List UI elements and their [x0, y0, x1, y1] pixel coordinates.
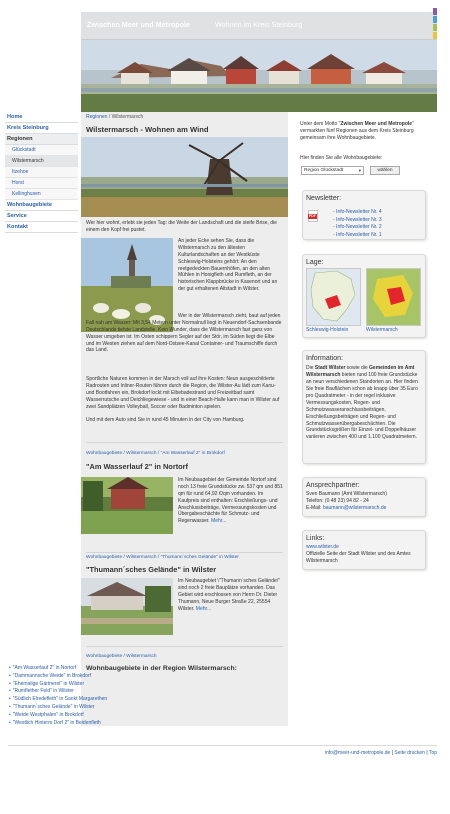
contact-email-link[interactable]: baumann@wilstermarsch.de: [322, 505, 387, 512]
list-item[interactable]: • "Ehemalige Gärtnerei" in Wilster: [9, 681, 107, 689]
information-text-a: Die: [306, 365, 315, 372]
region-select-value: Region Glückstadt: [304, 168, 344, 173]
hamburg-text: Und mit dem Auto sind Sie in rund 45 Minuten in der City von Hamburg.: [86, 417, 245, 423]
divider-3: [86, 646, 283, 647]
location-box: [302, 254, 426, 338]
nav-item-kreis-steinburg[interactable]: Kreis Steinburg: [5, 123, 78, 134]
left-navigation: [5, 112, 78, 233]
list-item[interactable]: • "Am Wasserlauf 2" in Nortorf: [9, 665, 107, 673]
information-title: Information:: [306, 355, 343, 362]
section-breadcrumb-2-page[interactable]: "Thumann´sches Gelände" in Wilster: [160, 555, 239, 560]
newsletter-box: [302, 190, 426, 240]
contact-phone: Telefon: (0 48 23) 94 82 - 24: [306, 498, 369, 505]
map-label-schleswig-holstein[interactable]: Schleswig-Holstein: [306, 327, 349, 333]
list-item[interactable]: • "Dammannsche Weide" in Brokdorf: [9, 673, 107, 681]
nortorf-description: Im Neubaugebiet der Gemeinde Nortorf sind noch 13 freie Grundstücke zw. 537 qm und 851 qm für rund 64,92 €/qm vorhanden. Im Kaufpreis sind enthalten: Erschließungs- und Anschlussbeiträge, Vermessungskosten und Übergabeschächte für Schmutz- und Regenwasser.: [178, 477, 283, 525]
newsletter-link-3[interactable]: - Info-Newsletter Nr. 3: [333, 216, 382, 223]
map-label-wilstermarsch[interactable]: Wilstermarsch: [366, 327, 398, 333]
header-banner-photo: [81, 40, 437, 112]
information-text: [303, 364, 425, 442]
list-item[interactable]: • "Südlich Elredefleth" in Sankt Margarethen: [9, 696, 107, 704]
thumann-text: [178, 578, 284, 612]
contact-box: [302, 477, 426, 517]
select-submit-button[interactable]: wählen: [370, 166, 400, 175]
section-breadcrumb-3[interactable]: Wohnbaugebiete / Wilstermarsch: [86, 654, 157, 659]
section-title-wohnbaugebiete: Wohnbaugebiete in der Region Wilstermarsch:: [86, 665, 237, 672]
information-text-b: sowie die: [345, 365, 370, 372]
motto-text-a: Unter dem Motto ": [300, 121, 341, 127]
region-select[interactable]: [301, 166, 364, 175]
page-title: Wilstermarsch - Wohnen am Wind: [86, 125, 209, 134]
information-bold-stadt: Stadt Wilster: [314, 365, 346, 372]
newsletter-list: [333, 209, 382, 239]
nav-item-kontakt[interactable]: Kontakt: [5, 222, 78, 233]
footer-separator-2: |: [424, 750, 429, 756]
nortorf-more-link[interactable]: Mehr...: [211, 518, 227, 525]
list-item[interactable]: • "Weide Westphalen" in Brokdorf: [9, 712, 107, 720]
nav-subitem-kellinghusen[interactable]: Kellinghusen: [5, 189, 78, 200]
finder-text: Hier finden Sie alle Wohnbaugebiete:: [300, 155, 383, 161]
links-text: [303, 544, 425, 566]
main-content: [81, 112, 288, 726]
nav-subitem-glueckstadt[interactable]: Glückstadt: [5, 145, 78, 156]
divider-1: [86, 442, 283, 443]
links-description: Offizielle Seite der Stadt Wilster und des Amtes Wilstermarsch: [306, 551, 411, 565]
list-item[interactable]: • "Westlich Hinterm Dorf 2" in Beidenfleth: [9, 720, 107, 728]
contact-email-line: [303, 505, 425, 513]
contact-title: Ansprechpartner:: [306, 482, 360, 489]
links-url[interactable]: www.wilster.de: [306, 544, 339, 551]
color-strip: [433, 8, 437, 40]
contact-name: Sven Baumann (Amt Wilstermarsch): [306, 491, 387, 498]
links-title: Links:: [306, 535, 325, 542]
footer-top-link[interactable]: Top: [428, 750, 437, 756]
newsletter-title: Newsletter:: [306, 195, 342, 202]
section-breadcrumb-1: [86, 451, 225, 457]
section-breadcrumb-1-path[interactable]: Wohnbaugebiete / Wilstermarsch /: [86, 451, 161, 456]
section-title-nortorf: "Am Wasserlauf 2" in Nortorf: [86, 462, 189, 471]
wohnbaugebiete-list: [9, 665, 107, 727]
newsletter-link-2[interactable]: - Info-Newsletter Nr. 2: [333, 224, 382, 231]
windmill-photo: [81, 137, 288, 217]
nav-subitem-itzehoe[interactable]: Itzehoe: [5, 167, 78, 178]
nav-item-home[interactable]: Home: [5, 112, 78, 123]
list-item[interactable]: • "Rumflether Feld" in Wilster: [9, 688, 107, 696]
section-breadcrumb-2-path[interactable]: Wohnbaugebiete / Wilstermarsch /: [86, 555, 161, 560]
contact-email-label: E-Mail:: [306, 505, 323, 512]
information-bold-gemeinden: Gemeinden im Amt Wilstermarsch: [306, 365, 415, 379]
pdf-icon-label: PDF: [309, 214, 316, 218]
site-header: [81, 12, 437, 40]
footer: [325, 750, 437, 757]
color-swatch-green: [433, 24, 437, 31]
breadcrumb-separator: /: [107, 114, 112, 120]
information-box: [302, 350, 426, 464]
chevron-down-icon: ▾: [358, 168, 361, 173]
list-item[interactable]: • "Thumann´sches Gelände" in Wilster: [9, 704, 107, 712]
motto-text-bold: Zwischen Meer und Metropole: [340, 121, 413, 127]
location-title: Lage:: [306, 259, 324, 266]
information-text-c: bieten rund 100 freie Grundstücke an neun verschiedenen Standorten an. Hier finden Sie freie Bauflächen schon ab knapp über 35 Euro pro Quadratmeter - in der regel inklusive Vermessungskosten, Regen- und Schmutzwasseranschlussbeiträgen, Erschließungsbeiträgen und Regen- und Schmutzwasserübergabeschächten. Die Grundstücksgrößen für Einzel- und Doppelhäuser variieren zwischen 400 und 1.100 Quadratmetern.: [306, 372, 418, 441]
thumann-more-link[interactable]: Mehr...: [195, 605, 212, 612]
nav-subitem-horst[interactable]: Horst: [5, 178, 78, 189]
nav-item-regionen[interactable]: Regionen: [5, 134, 78, 145]
footer-email-link[interactable]: info@meer-und-metropole.de: [324, 750, 391, 756]
newsletter-link-4[interactable]: - Info-Newsletter Nr. 4: [333, 209, 382, 215]
water-text: Wer in der Wilstermarsch zieht, baut auf jeden Fall nah am Wasser: Mit 3,54 Metern unter Normalnull liegt in Neuendorf-Sachsenbande Deutschlands tiefste Landstelle. Kein Wunder, dass die Wilstermarsch fast ganz von Wasser umgeben ist. Im Osten schippern Segler auf der Stör, im Süden liegt die Elbe und im Westen ziehen auf dem Nord-Ostsee-Kanal Container- und Traumschiffe durch das Land.: [86, 313, 282, 354]
pdf-icon: [308, 210, 318, 222]
thumann-photo: [81, 578, 173, 635]
breadcrumb-link-regionen[interactable]: Regionen: [86, 114, 108, 120]
nortorf-text: [178, 477, 284, 525]
nortorf-photo: [81, 477, 173, 534]
schleswig-holstein-map[interactable]: [306, 268, 361, 326]
breadcrumb-current: Wilstermarsch: [111, 114, 144, 120]
motto-text-b: " vermarkten fünf Regionen aus dem Kreis Steinburg gemeinsam ihre Wohnbaugebiete.: [300, 121, 414, 141]
intro-text: Wer hier wohnt, erlebt sie jeden Tag: die Weite der Landschaft und die steife Brise, die einem den Kopf frei pustet.: [86, 220, 277, 233]
newsletter-link-1[interactable]: - Info-Newsletter Nr. 1: [333, 231, 382, 238]
footer-divider: [8, 745, 437, 746]
color-swatch-purple: [433, 8, 437, 15]
divider-2: [86, 552, 283, 553]
footer-print-link[interactable]: Seite drucken: [394, 750, 425, 756]
site-subtitle: Wohnen im Kreis Steinburg: [215, 20, 303, 29]
thumann-description: Im Neubaugebiet \"Thumann´sches Gelände\" sind noch 2 freie Bauplätze vorhanden. Das Gebiet wird erschlossen von Herrn Dr. Dieter Thumann, Neue Burger Straße 22, 25554 Wilster.: [178, 578, 280, 612]
motto-text: [300, 121, 434, 142]
color-swatch-blue: [433, 16, 437, 23]
footer-separator-1: |: [390, 750, 395, 756]
section-breadcrumb-2: [86, 555, 239, 561]
wilstermarsch-map[interactable]: [366, 268, 421, 326]
section-breadcrumb-1-page[interactable]: "Am Wasserlauf 2" in Brokdorf: [160, 451, 225, 456]
breadcrumb: [86, 114, 143, 121]
color-swatch-yellow: [433, 32, 437, 39]
nav-item-service[interactable]: Service: [5, 211, 78, 222]
site-title: Zwischen Meer und Metropole: [87, 20, 191, 29]
links-box: [302, 530, 426, 570]
culture-text: An jeder Ecke sehen Sie, dass die Wilstermarsch zu den ältesten Kulturlandschaften an der Westküste Schleswig-Holsteins gehört: An den reetgedeckten Bauernhöfen, an den alten Mühlen in Honigfleth und Rumfleth, an der historischen Klappbrücke in Kasenort und an der gut erhaltenen Altstadt in Wilster.: [178, 238, 278, 293]
nav-item-wohnbaugebiete[interactable]: Wohnbaugebiete: [5, 200, 78, 211]
section-title-thumann: "Thumann´sches Gelände" in Wilster: [86, 565, 217, 574]
sports-text: Sportliche Naturen kommen in der Marsch voll auf ihre Kosten: Neun ausgeschilderte Radrouten und Inliner-Routen führen durch die Region, die Wilster-Au lädt zum Kanu- und Bootfahren ein, Brokdorf lockt mit Elbebadestrand und Freizeitbad samt Wasserrutsche und Deichliegewiese - und in einer Beach-Halle kann man in Wilster auf zwei Sandplätzen Volleyball, Soccer oder Badminton spielen.: [86, 376, 280, 410]
nav-subitem-wilstermarsch[interactable]: Wilstermarsch: [5, 156, 78, 167]
